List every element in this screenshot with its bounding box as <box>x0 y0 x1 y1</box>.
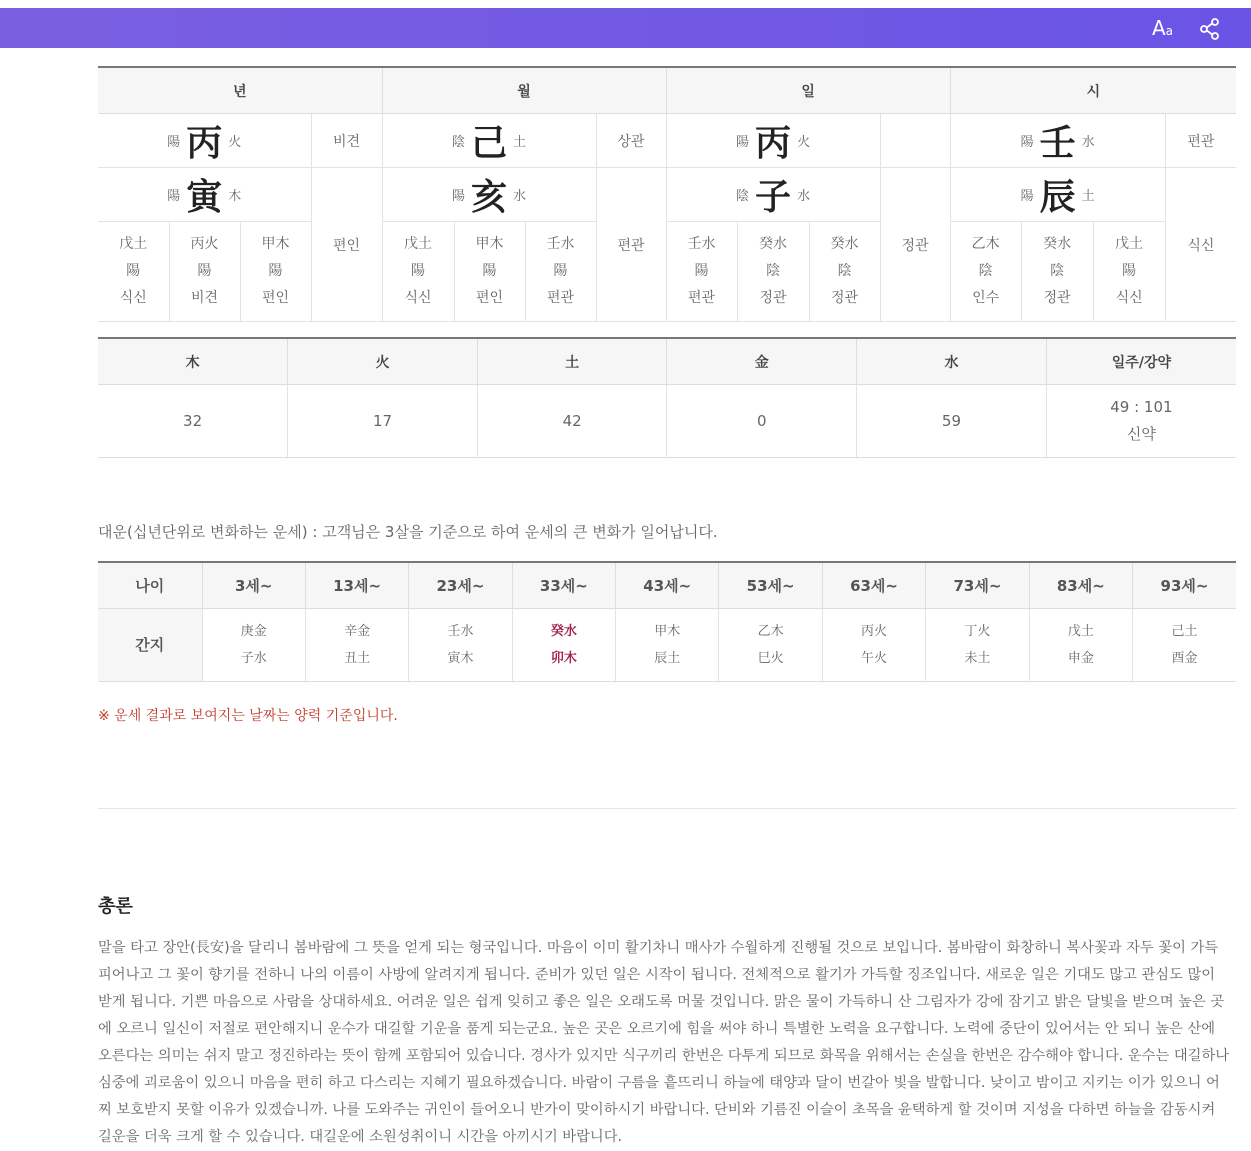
daeun-stem: 乙木 <box>757 624 784 639</box>
hidden-stem-cell <box>382 222 454 322</box>
ohaeng-header: 土 <box>477 338 667 385</box>
daeun-stem: 甲木 <box>654 624 681 639</box>
header-hour: 시 <box>950 67 1236 114</box>
hidden-yinyang: 陽 <box>268 263 283 279</box>
daeun-branch: 丑土 <box>344 651 371 666</box>
strength-label: 신약 <box>1126 425 1156 443</box>
hidden-stem-cell <box>1021 222 1093 322</box>
hidden-sipsin: 인수 <box>972 290 1000 306</box>
branch-element: 土 <box>1081 189 1095 204</box>
hidden-sipsin: 편인 <box>261 290 290 306</box>
branch-element: 水 <box>797 189 811 204</box>
ohaeng-header: 火 <box>288 338 478 385</box>
hidden-yinyang: 陰 <box>978 263 993 279</box>
daeun-stem: 己土 <box>1171 624 1198 639</box>
header-month: 월 <box>382 67 666 114</box>
hidden-gan: 甲木 <box>261 236 290 252</box>
stem-char: 丙 <box>186 122 223 164</box>
daeun-cell <box>616 609 719 682</box>
hidden-stem-cell <box>950 222 1021 322</box>
share-icon[interactable] <box>1199 18 1221 40</box>
hidden-gan: 癸水 <box>759 236 788 252</box>
ohaeng-value: 32 <box>98 385 288 458</box>
strength-ratio: 49 : 101 <box>1110 398 1173 416</box>
hidden-gan: 乙木 <box>971 236 1000 252</box>
hidden-yinyang: 陽 <box>197 263 212 279</box>
daeun-cell <box>1133 609 1236 682</box>
hidden-yinyang: 陰 <box>837 263 852 279</box>
hidden-sipsin: 편관 <box>547 290 575 306</box>
branch-element: 木 <box>228 189 242 204</box>
hidden-stem-cell <box>737 222 809 322</box>
daeun-branch: 辰土 <box>654 651 681 666</box>
hidden-stem-cell <box>98 222 169 322</box>
daeun-title: 대운(십년단위로 변화하는 운세) : 고객님은 3살을 기준으로 하여 운세의 큰 변화가 일어납니다. <box>98 523 718 541</box>
hidden-stem-cell <box>169 222 240 322</box>
hidden-yinyang: 陰 <box>766 263 781 279</box>
stem-cell <box>98 114 311 168</box>
branch-yinyang: 陽 <box>1020 189 1034 204</box>
daeun-cell <box>512 609 615 682</box>
age-header: 33세~ <box>512 562 615 609</box>
daeun-branch: 卯木 <box>550 651 577 666</box>
summary-title: 총론 <box>98 896 133 917</box>
top-bar <box>0 8 1251 48</box>
age-header: 13세~ <box>305 562 408 609</box>
stem-sipsin <box>880 114 950 168</box>
daeun-branch: 巳火 <box>757 651 784 666</box>
age-label: 나이 <box>98 562 202 609</box>
daeun-branch: 未土 <box>964 651 991 666</box>
daeun-stem: 戊土 <box>1067 624 1094 639</box>
daeun-branch: 申金 <box>1067 651 1094 666</box>
ohaeng-value: 59 <box>857 385 1047 458</box>
branch-yinyang: 陽 <box>167 189 181 204</box>
stem-char: 己 <box>471 122 508 164</box>
stem-cell <box>950 114 1165 168</box>
hidden-yinyang: 陽 <box>1122 263 1137 279</box>
hidden-sipsin: 정관 <box>759 290 787 306</box>
branch-char: 亥 <box>471 176 508 218</box>
daeun-stem: 癸水 <box>550 624 577 639</box>
branch-char: 子 <box>755 176 792 218</box>
stem-cell <box>382 114 596 168</box>
age-header: 3세~ <box>202 562 305 609</box>
hidden-gan: 壬水 <box>546 236 575 252</box>
ohaeng-header: 水 <box>857 338 1047 385</box>
hidden-stem-cell <box>1093 222 1165 322</box>
stem-yinyang: 陽 <box>167 135 181 150</box>
daeun-stem: 丁火 <box>964 624 991 639</box>
daeun-stem: 庚金 <box>240 624 267 639</box>
font-size-label-small: a <box>1165 24 1173 38</box>
daeun-table <box>98 561 1236 682</box>
hidden-sipsin: 비견 <box>190 290 219 306</box>
hidden-sipsin: 정관 <box>1043 290 1071 306</box>
branch-char: 寅 <box>186 176 223 218</box>
hidden-yinyang: 陽 <box>411 263 426 279</box>
hidden-sipsin: 식신 <box>1115 290 1143 306</box>
branch-char: 辰 <box>1039 176 1076 218</box>
ohaeng-table <box>98 337 1236 458</box>
stem-yinyang: 陽 <box>736 135 750 150</box>
hidden-sipsin: 정관 <box>831 290 859 306</box>
stem-element: 火 <box>228 135 242 150</box>
age-header: 83세~ <box>1029 562 1132 609</box>
daeun-branch: 午火 <box>861 651 888 666</box>
strength-cell <box>1046 385 1236 458</box>
ganji-label: 간지 <box>98 609 202 682</box>
branch-element: 水 <box>513 189 527 204</box>
branch-cell <box>382 168 596 222</box>
hidden-sipsin: 편관 <box>688 290 716 306</box>
hidden-sipsin: 식신 <box>404 290 432 306</box>
divider <box>98 808 1236 809</box>
header-day: 일 <box>666 67 950 114</box>
ohaeng-header: 일주/강약 <box>1046 338 1236 385</box>
daeun-stem: 辛金 <box>344 624 371 639</box>
stem-sipsin: 편관 <box>1165 114 1236 168</box>
age-header: 43세~ <box>616 562 719 609</box>
saju-table <box>98 66 1236 322</box>
age-header: 73세~ <box>926 562 1029 609</box>
ohaeng-header: 金 <box>667 338 857 385</box>
solar-date-notice: ※ 운세 결과로 보여지는 날짜는 양력 기준입니다. <box>98 708 398 724</box>
age-header: 93세~ <box>1133 562 1236 609</box>
hidden-gan: 丙火 <box>190 236 219 252</box>
stem-element: 水 <box>1081 135 1095 150</box>
branch-cell <box>666 168 880 222</box>
age-header: 63세~ <box>822 562 925 609</box>
hidden-gan: 癸水 <box>1043 236 1072 252</box>
hidden-gan: 戊土 <box>404 236 433 252</box>
daeun-cell <box>719 609 822 682</box>
daeun-cell <box>202 609 305 682</box>
stem-element: 火 <box>797 135 811 150</box>
hidden-stem-cell <box>809 222 880 322</box>
daeun-branch: 子水 <box>240 651 267 666</box>
branch-yinyang: 陰 <box>736 189 750 204</box>
daeun-cell <box>409 609 512 682</box>
hidden-yinyang: 陽 <box>126 263 141 279</box>
hidden-gan: 癸水 <box>830 236 859 252</box>
font-size-label: A <box>1151 16 1166 40</box>
daeun-branch: 寅木 <box>447 651 474 666</box>
age-header: 53세~ <box>719 562 822 609</box>
branch-sipsin: 정관 <box>880 168 950 322</box>
daeun-stem: 丙火 <box>861 624 888 639</box>
hidden-stem-cell <box>666 222 737 322</box>
stem-sipsin: 비견 <box>311 114 382 168</box>
stem-sipsin: 상관 <box>596 114 666 168</box>
hidden-gan: 壬水 <box>687 236 716 252</box>
hidden-sipsin: 식신 <box>119 290 147 306</box>
age-header: 23세~ <box>409 562 512 609</box>
stem-yinyang: 陽 <box>1020 135 1034 150</box>
daeun-branch: 酉金 <box>1171 651 1198 666</box>
summary-text: 말을 타고 장안(長安)을 달리니 봄바람에 그 뜻을 얻게 되는 형국입니다. 마음이 이미 활기차니 매사가 수월하게 진행될 것으로 보입니다. 봄바람이 화창하니 복사꽃과 자두 꽃이 가득 피어나고 그 꽃이 향기를 전하니 나의 이름이 사방에 알려지게 됩니다. 준비가 있던 일은 시작이 됩니다. 전체적으로 활기가 가득할 징조입니다. 새로운 일은 기대도 많고 관심도 많이 받게 됩니다. 기쁜 마음으로 사람을 상대하세요. 어려운 일은 쉽게 잊히고 좋은 일은 오래도록 머물 것입니다. 맑은 물이 가득하니 산 그림자가 강에 잠기고 밝은 달빛을 받으며 높은 곳에 오르니 일신이 저절로 편안해지니 운수가 대길할 기운을 품게 되는군요. 높은 곳은 오르기에 힘을 써야 하니 특별한 노력을 요구합니다. 노력에 중단이 있어서는 안 되니 높은 산에 오른다는 의미는 쉬지 말고 정진하라는 뜻이 함께 포함되어 있습니다. 경사가 있지만 식구끼리 한번은 다투게 되므로 화목을 위해서는 손실을 한번은 감수해야 합니다. 운수는 대길하나 심중에 괴로움이 있으니 마음을 편히 하고 다스리는 지혜기 필요하겠습니다. 바람이 구름을 흩뜨리니 하늘에 태양과 달이 번갈아 빛을 발합니다. 낮이고 밤이고 지키는 이가 있으니 어찌 보호받지 못할 이유가 있겠습니까. 나를 도와주는 귀인이 들어오니 반가이 맞이하시기 바랍니다. 단비와 기름진 이슬이 초목을 윤택하게 할 것이며 지성을 다하면 하늘을 감동시켜 길운을 더욱 크게 할 수 있습니다. 대길운에 소원성취이니 시간을 아끼시기 바랍니다. <box>98 940 1230 1145</box>
font-size-button[interactable] <box>1152 16 1173 40</box>
hidden-stem-cell <box>454 222 525 322</box>
daeun-cell <box>305 609 408 682</box>
branch-yinyang: 陽 <box>452 189 466 204</box>
branch-sipsin: 식신 <box>1165 168 1236 322</box>
daeun-cell <box>1029 609 1132 682</box>
stem-element: 土 <box>513 135 527 150</box>
hidden-stem-cell <box>525 222 596 322</box>
daeun-cell <box>926 609 1029 682</box>
stem-char: 壬 <box>1039 122 1076 164</box>
ohaeng-value: 17 <box>288 385 478 458</box>
daeun-stem: 壬水 <box>447 624 474 639</box>
hidden-yinyang: 陽 <box>694 263 709 279</box>
ohaeng-header: 木 <box>98 338 288 385</box>
header-year: 년 <box>98 67 382 114</box>
branch-sipsin: 편인 <box>311 168 382 322</box>
stem-cell <box>666 114 880 168</box>
hidden-yinyang: 陽 <box>553 263 568 279</box>
stem-char: 丙 <box>755 122 792 164</box>
hidden-yinyang: 陰 <box>1050 263 1065 279</box>
branch-cell <box>950 168 1165 222</box>
branch-sipsin: 편관 <box>596 168 666 322</box>
ohaeng-value: 0 <box>667 385 857 458</box>
hidden-sipsin: 편인 <box>476 290 504 306</box>
hidden-gan: 戊土 <box>119 236 148 252</box>
hidden-gan: 戊土 <box>1115 236 1144 252</box>
daeun-cell <box>822 609 925 682</box>
ohaeng-value: 42 <box>477 385 667 458</box>
hidden-yinyang: 陽 <box>482 263 497 279</box>
stem-yinyang: 陰 <box>452 135 466 150</box>
hidden-stem-cell <box>240 222 311 322</box>
branch-cell <box>98 168 311 222</box>
hidden-gan: 甲木 <box>475 236 504 252</box>
